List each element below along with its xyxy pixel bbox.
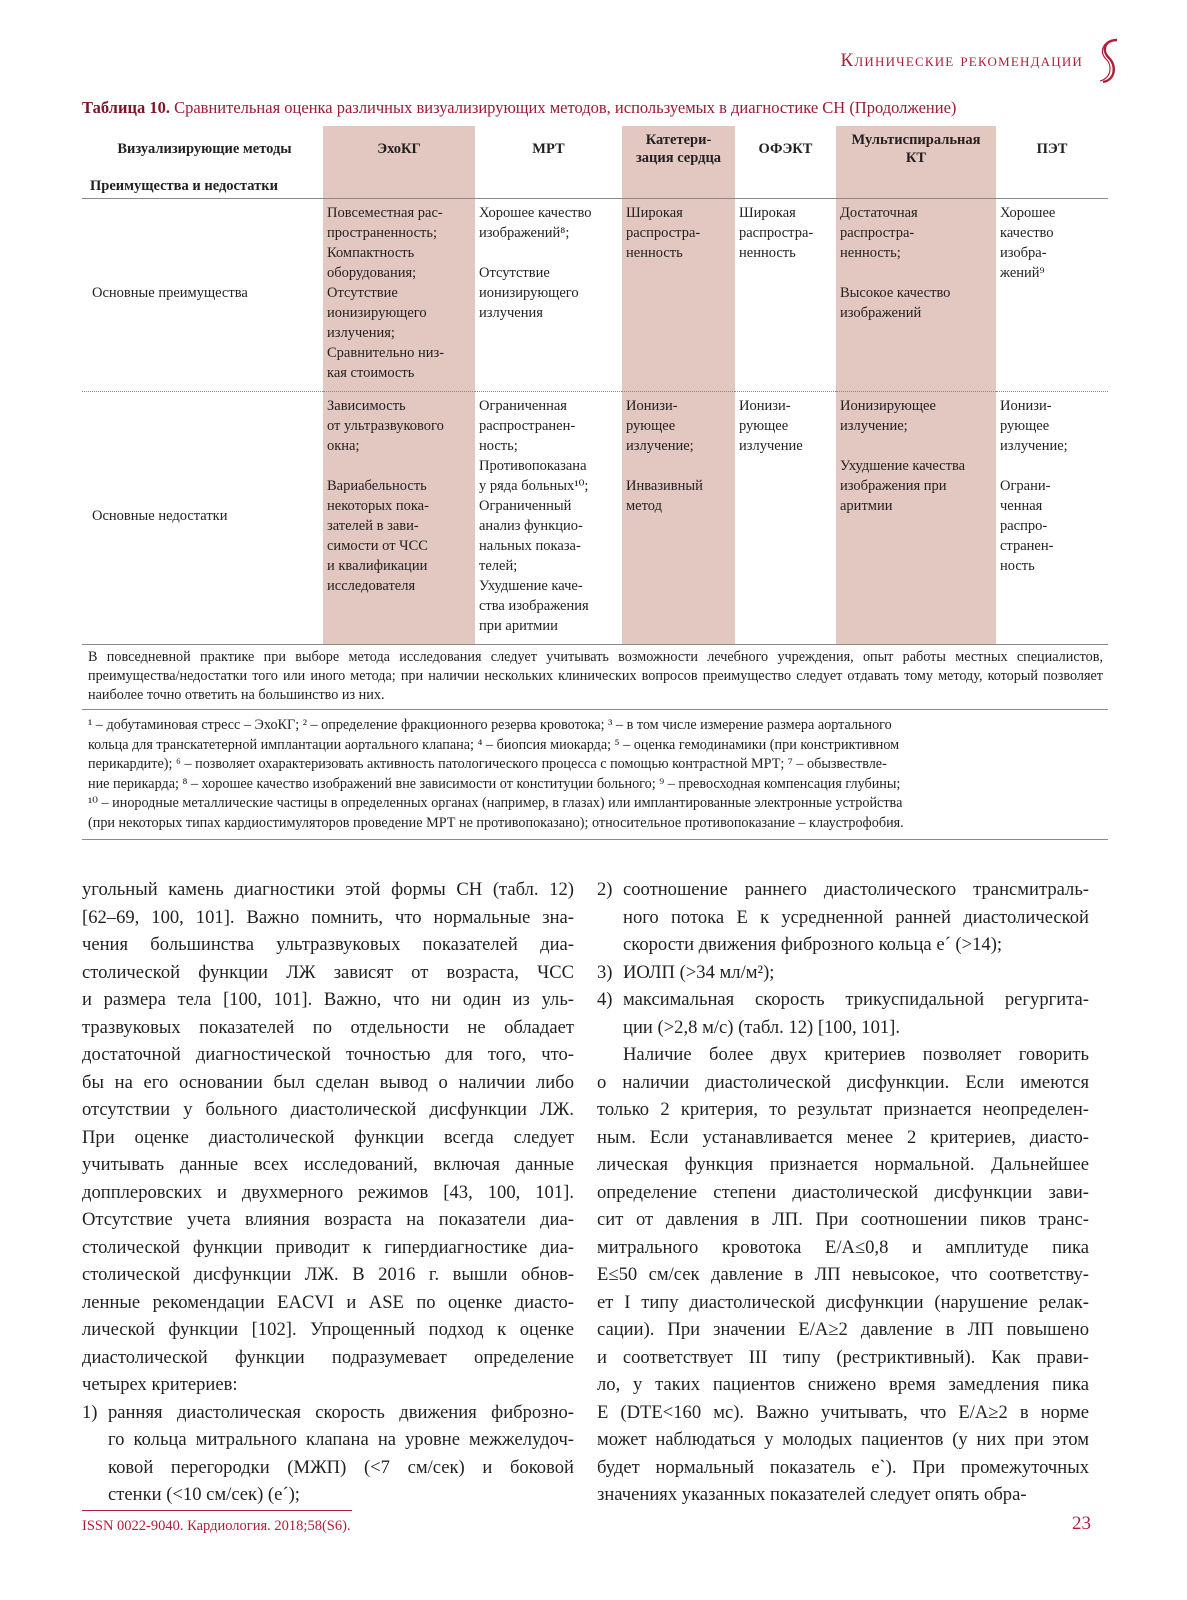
column-header: ОФЭКТ bbox=[758, 141, 813, 157]
table-footnotes bbox=[88, 716, 1108, 840]
page-number: 23 bbox=[1072, 1513, 1091, 1534]
cell-line: распространен- bbox=[479, 417, 576, 434]
cell-line: излучения bbox=[479, 304, 543, 321]
item-text bbox=[623, 986, 1089, 1041]
cell-line: анализ функцио- bbox=[479, 517, 583, 534]
cell-line: излучение; bbox=[626, 437, 694, 454]
journal-citation: ISSN 0022-9040. Кардиология. 2018;58(S6). bbox=[82, 1518, 351, 1534]
text-line: столической функции приводит к гипердиагностике диа- bbox=[82, 1236, 574, 1258]
cell-line: Повсеместная рас- bbox=[327, 204, 443, 221]
cell-line: излучение; bbox=[840, 417, 908, 434]
text-line: митрального кровотока Е/А≤0,8 и амплитуде пика bbox=[597, 1236, 1089, 1258]
cell-line: Ухудшение качества bbox=[840, 457, 966, 474]
cell-line bbox=[840, 436, 992, 456]
cell-line bbox=[327, 456, 471, 476]
text-line: При оценке диастолической функции всегда следует bbox=[82, 1126, 574, 1148]
text-line: ет I типу диастолической дисфункции (нарушение релак- bbox=[597, 1291, 1089, 1313]
cell-line: телей; bbox=[479, 557, 518, 574]
text-line: отсутствии у больного диастолической дисфункции ЛЖ. bbox=[82, 1099, 574, 1120]
table-cell bbox=[475, 198, 622, 391]
table-cell bbox=[323, 198, 475, 391]
running-header bbox=[841, 36, 1125, 86]
cell-line: оборудования; bbox=[327, 264, 417, 281]
cell-line: окна; bbox=[327, 437, 360, 454]
cell-line: нальных показа- bbox=[479, 537, 581, 554]
divider bbox=[82, 709, 1108, 710]
item-number: 3) bbox=[597, 961, 613, 983]
item-text bbox=[623, 876, 1089, 959]
cell-line: ионизирующего bbox=[479, 284, 579, 301]
text-line: столической дисфункции ЛЖ. В 2016 г. вышли обнов- bbox=[82, 1264, 574, 1285]
text-line: ранняя диастолическая скорость движения фиброзно- bbox=[108, 1401, 574, 1423]
cell-line: Компактность bbox=[327, 244, 415, 261]
section-title: Клинические рекомендации bbox=[840, 50, 1083, 71]
table-caption-label: Таблица 10. bbox=[82, 98, 170, 117]
table-caption-text: Сравнительная оценка различных визуализирующих методов, используемых в диагностике СН (Продолжение) bbox=[169, 98, 957, 117]
footer-divider bbox=[82, 1510, 352, 1511]
cell-line: от ультразвукового bbox=[327, 417, 444, 434]
cell-line: ненность bbox=[739, 244, 796, 261]
cell-line: при аритмии bbox=[479, 617, 558, 634]
text-line: Е (DTE<160 мс). Важно учитывать, что Е/А≥2 в норме bbox=[597, 1401, 1089, 1423]
cell-line: ность; bbox=[479, 437, 518, 454]
cell-line: Отсутствие bbox=[327, 284, 398, 301]
body-paragraph bbox=[597, 1041, 1089, 1509]
cell-line: симости от ЧСС bbox=[327, 537, 428, 554]
text-line: го кольца митрального клапана на уровне межжелудоч- bbox=[108, 1429, 574, 1450]
criteria-item bbox=[597, 986, 1089, 1041]
comparison-table bbox=[82, 126, 1108, 645]
text-line: будет нормальный показатель е`). При промежуточных bbox=[597, 1456, 1089, 1478]
table-header-row bbox=[82, 126, 1108, 172]
cell-line: Ионизи- bbox=[1000, 397, 1052, 414]
cell-line: ства изображения bbox=[479, 597, 589, 614]
text-line: ленные рекомендации EACVI и ASE по оценке диасто- bbox=[82, 1291, 574, 1313]
cell-line: метод bbox=[626, 497, 662, 514]
cell-line: Широкая bbox=[626, 204, 683, 221]
text-line: четырех критериев: bbox=[82, 1374, 238, 1395]
cell-line: распростра- bbox=[840, 224, 915, 241]
footnote-line: (при некоторых типах кардиостимуляторов проведение МРТ не противопоказано); относительное противопоказание – клаустрофобия. bbox=[82, 814, 1108, 841]
table-cell bbox=[735, 391, 836, 644]
table-row bbox=[82, 198, 1108, 391]
text-line: и соответствует III типу (рестриктивный). Как прави- bbox=[597, 1346, 1089, 1368]
cell-line: Ионизи- bbox=[626, 397, 678, 414]
item-number: 4) bbox=[597, 989, 613, 1010]
cell-line bbox=[626, 456, 731, 476]
text-line: угольный камень диагностики этой формы СН (табл. 12) bbox=[82, 879, 574, 900]
text-line: ным. Если устанавливается менее 2 критериев, диасто- bbox=[597, 1126, 1089, 1148]
text-line: достаточной диагностической точностью для того, что- bbox=[82, 1044, 574, 1065]
cell-line: Вариабельность bbox=[327, 477, 427, 494]
item-number: 1) bbox=[82, 1401, 98, 1423]
text-line: Наличие более двух критериев позволяет говорить bbox=[623, 1044, 1089, 1065]
table-cell bbox=[836, 198, 996, 391]
cell-line: и квалификации bbox=[327, 557, 428, 574]
text-line: [62–69, 100, 101]. Важно помнить, что нормальные зна- bbox=[82, 906, 574, 928]
cell-line bbox=[479, 243, 618, 263]
item-number: 2) bbox=[597, 879, 613, 900]
cell-line: Инвазивный bbox=[626, 477, 703, 494]
cell-line: изображений bbox=[840, 304, 922, 321]
cell-line: Достаточная bbox=[840, 204, 918, 221]
text-line: столической функции ЛЖ зависят от возраста, ЧСС bbox=[82, 961, 574, 983]
column-header: Мультиспиральная КТ bbox=[836, 126, 996, 172]
column-header: Визуализирующие методы bbox=[117, 141, 292, 157]
column-header: МРТ bbox=[532, 141, 565, 157]
cell-line: рующее bbox=[1000, 417, 1050, 434]
cell-line: ность bbox=[1000, 557, 1035, 574]
text-line: определение степени диастолической дисфункции зави- bbox=[597, 1181, 1089, 1203]
footnote-line: ние перикарда; ⁸ – хорошее качество изображений вне зависимости от конституции больного; ⁹ – превосходная компенсация глубины; bbox=[88, 775, 901, 792]
table-cell bbox=[996, 391, 1108, 644]
cell-line: Хорошее bbox=[1000, 204, 1056, 221]
criteria-item bbox=[597, 876, 1089, 959]
item-text bbox=[623, 959, 1089, 987]
criteria-item bbox=[82, 1399, 574, 1509]
criteria-item bbox=[597, 959, 1089, 987]
text-line: соотношение раннего диастолического трансмитраль- bbox=[623, 879, 1089, 900]
cell-line: излучение; bbox=[1000, 437, 1068, 454]
cell-line: у ряда больных¹⁰; bbox=[479, 477, 589, 494]
cell-line: Высокое качество bbox=[840, 284, 951, 301]
text-line: может наблюдаться у молодых пациентов (у них при этом bbox=[597, 1429, 1089, 1450]
cell-line: некоторых пока- bbox=[327, 497, 429, 514]
text-line: учитывать данные всех исследований, включая данные bbox=[82, 1154, 574, 1175]
cell-line: Ионизирующее bbox=[840, 397, 936, 414]
table-cell bbox=[996, 198, 1108, 391]
cell-line: ченная bbox=[1000, 497, 1043, 514]
text-line: сит от давления в ЛП. При соотношении пиков транс- bbox=[597, 1209, 1089, 1230]
text-line: ции (>2,8 м/с) (табл. 12) [100, 101]. bbox=[623, 1016, 901, 1038]
criteria-list bbox=[597, 876, 1089, 1041]
cell-line: изображения при bbox=[840, 477, 947, 494]
cell-line: ненность; bbox=[840, 244, 901, 261]
text-line: ковой перегородки (МЖП) (<7 см/сек) и боковой bbox=[108, 1456, 574, 1478]
column-header: ПЭТ bbox=[1036, 141, 1068, 157]
table-cell bbox=[323, 391, 475, 644]
cell-line: изобра- bbox=[1000, 244, 1047, 261]
item-text bbox=[108, 1399, 574, 1509]
text-line: лической функции [102]. Упрощенный подход к оценке bbox=[82, 1319, 574, 1340]
cell-line: ионизирующего bbox=[327, 304, 427, 321]
cell-line: Зависимость bbox=[327, 397, 406, 414]
cell-line: зателей в зави- bbox=[327, 517, 419, 534]
text-line: чения большинства ультразвуковых показателей диа- bbox=[82, 934, 574, 955]
cell-line bbox=[840, 263, 992, 283]
cell-line: Ограни- bbox=[1000, 477, 1051, 494]
text-line: Отсутствие учета влияния возраста на показатели диа- bbox=[82, 1209, 574, 1230]
cell-line: рующее bbox=[739, 417, 789, 434]
cell-line: Ограниченный bbox=[479, 497, 572, 514]
text-line: диастолической функции подразумевает определение bbox=[82, 1346, 574, 1368]
footnote-line: ¹⁰ – инородные металлические частицы в определенных органах (например, в глазах) или имплантированные электронные устройства bbox=[88, 795, 903, 811]
cell-line: распростра- bbox=[626, 224, 701, 241]
text-line: бы на его основании был сделан вывод о наличии либо bbox=[82, 1071, 574, 1093]
row-label: Основные недостатки bbox=[82, 391, 323, 644]
text-line: сации). При значении Е/А≥2 давление в ЛП повышено bbox=[597, 1319, 1089, 1340]
footnote-line: кольца для транскатетерной имплантации аортального клапана; ⁴ – биопсия миокарда; ⁵ – оценка гемодинамики (при констриктивном bbox=[88, 736, 900, 753]
table-note: В повседневной практике при выборе метода исследования следует учитывать возможности лечебного учреждения, опыт работы местных специалистов, преимущества/недостатки того или иного метода; при наличии нескольких клинических вопросов преимущество следует отдавать тому методу, который позволяет наиболее точно ответить на большинство из них. bbox=[88, 649, 1103, 703]
cell-line: изображений⁸; bbox=[479, 224, 570, 241]
table-cell bbox=[475, 391, 622, 644]
table-subheader-row bbox=[82, 172, 1108, 198]
cell-line: излучение bbox=[739, 437, 803, 454]
cell-line: Ухудшение каче- bbox=[479, 577, 583, 594]
cell-line: Отсутствие bbox=[479, 264, 550, 281]
cell-line bbox=[1000, 456, 1104, 476]
cell-line: излучения; bbox=[327, 324, 395, 341]
text-line: ИОЛП (>34 мл/м²); bbox=[623, 961, 775, 983]
journal-logo-icon bbox=[1095, 36, 1125, 86]
text-line: значениях указанных показателей следует опять обра- bbox=[597, 1484, 1027, 1505]
table-subheader: Преимущества и недостатки bbox=[90, 177, 278, 194]
cell-line: рующее bbox=[626, 417, 676, 434]
cell-line: Противопоказана bbox=[479, 457, 587, 474]
text-line: ло, у таких пациентов снижено время замедления пика bbox=[597, 1374, 1089, 1395]
text-line: стенки (<10 см/сек) (е´); bbox=[108, 1484, 300, 1505]
table-cell bbox=[622, 198, 735, 391]
cell-line: Ограниченная bbox=[479, 397, 567, 414]
cell-line: жений⁹ bbox=[1000, 264, 1045, 281]
footnote-line: ¹ – добутаминовая стресс – ЭхоКГ; ² – определение фракционного резерва кровотока; ³ – в том числе измерение размера аортального bbox=[88, 717, 892, 733]
cell-line: аритмии bbox=[840, 497, 893, 514]
text-line: допплеровских и двухмерного режимов [43, 100, 101]. bbox=[82, 1181, 574, 1203]
table-cell bbox=[622, 391, 735, 644]
cell-line: странен- bbox=[1000, 537, 1054, 554]
table-caption bbox=[82, 98, 1112, 118]
column-header: ЭхоКГ bbox=[323, 126, 475, 172]
cell-line: Ионизи- bbox=[739, 397, 791, 414]
cell-line: распростра- bbox=[739, 224, 814, 241]
text-line: максимальная скорость трикуспидальной регургита- bbox=[623, 989, 1089, 1010]
cell-line: Сравнительно низ- bbox=[327, 344, 445, 361]
cell-line: Хорошее качество bbox=[479, 204, 592, 221]
text-line: о наличии диастолической дисфункции. Если имеются bbox=[597, 1071, 1089, 1093]
cell-line: пространенность; bbox=[327, 224, 437, 241]
text-line: скорости движения фиброзного кольца е´ (>14); bbox=[623, 934, 1003, 955]
body-column-left bbox=[82, 876, 574, 1509]
cell-line: исследователя bbox=[327, 577, 416, 594]
cell-line: распро- bbox=[1000, 517, 1048, 534]
table-cell bbox=[735, 198, 836, 391]
text-line: тразвуковых показателей по отдельности не обладает bbox=[82, 1016, 574, 1038]
cell-line: качество bbox=[1000, 224, 1054, 241]
cell-line: кая стоимость bbox=[327, 364, 415, 381]
body-column-right bbox=[597, 876, 1089, 1509]
table-cell bbox=[836, 391, 996, 644]
cell-line: ненность bbox=[626, 244, 683, 261]
cell-line: Широкая bbox=[739, 204, 796, 221]
text-line: только 2 критерия, то результат признается неопределен- bbox=[597, 1099, 1089, 1120]
text-line: лическая функция признается нормальной. Дальнейшее bbox=[597, 1154, 1089, 1175]
footnote-line: перикардите); ⁶ – позволяет охарактеризовать активность патологического процесса с помощью контрастной МРТ; ⁷ – обызвествле- bbox=[88, 756, 887, 772]
column-header: Катетери- зация сердца bbox=[622, 126, 735, 172]
table-row bbox=[82, 391, 1108, 644]
text-line: ного потока Е к усредненной ранней диастолической bbox=[623, 906, 1089, 928]
text-line: и размера тела [100, 101]. Важно, что ни один из уль- bbox=[82, 989, 574, 1010]
row-label: Основные преимущества bbox=[82, 198, 323, 391]
text-line: Е≤50 см/сек давление в ЛП невысокое, что соответству- bbox=[597, 1264, 1089, 1285]
body-paragraph bbox=[82, 876, 574, 1399]
